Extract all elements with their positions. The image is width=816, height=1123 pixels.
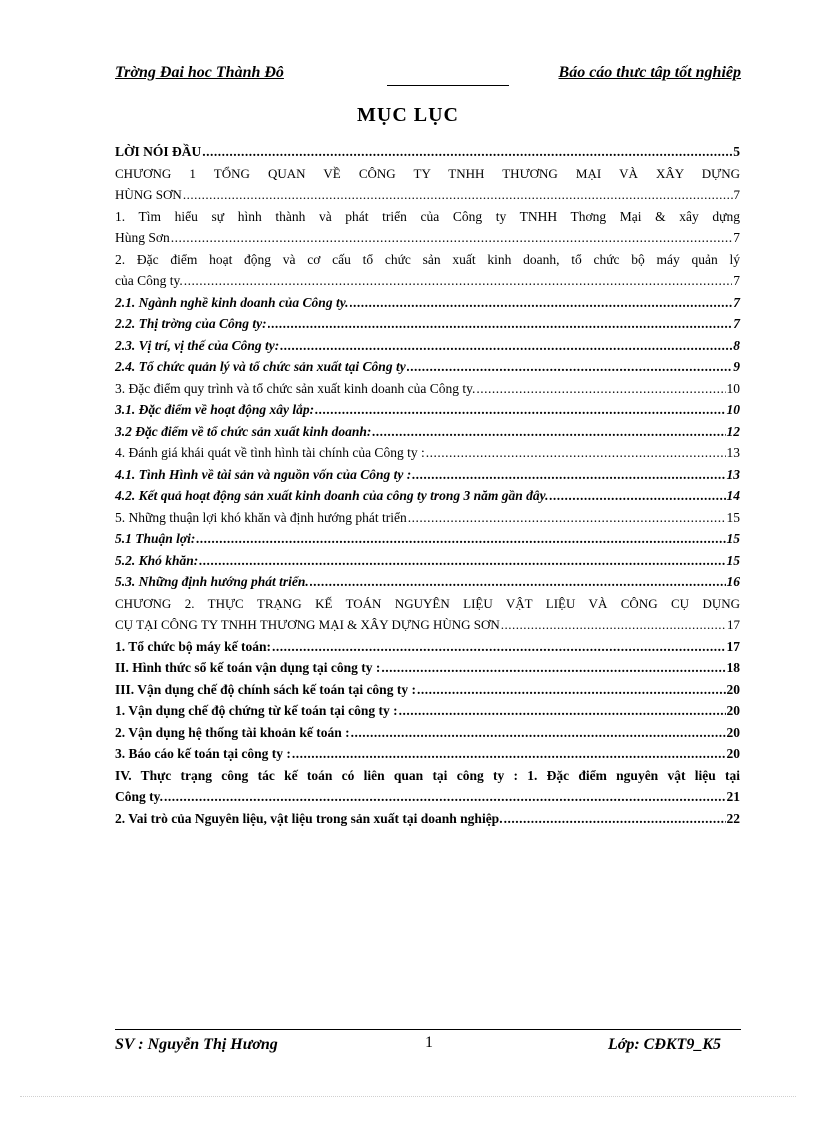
header-rule — [387, 85, 509, 86]
toc-entry[interactable] — [115, 507, 740, 529]
toc-page-number: 16 — [726, 574, 740, 589]
toc-page-number: 8 — [733, 337, 740, 353]
toc-entry-title: 3. Báo cáo kế toán tại công ty : — [115, 746, 291, 761]
toc-leader-dots — [272, 636, 726, 658]
toc-entry[interactable] — [115, 700, 740, 722]
toc-entry-title: 1. Tổ chức bộ máy kế toán: — [115, 638, 271, 654]
toc-entry-title: CỤ TẠI CÔNG TY TNHH THƯƠNG MẠI & XÂY DỰNG HÙNG SƠN — [115, 617, 500, 632]
toc-page-number: 7 — [733, 273, 740, 288]
toc-entry-title: 5.2. Khó khăn: — [115, 552, 199, 568]
toc-leader-dots — [426, 442, 726, 464]
toc-page-number: 20 — [726, 746, 740, 761]
toc-entry-title: 3.1. Đặc điểm về hoạt động xây lắp: — [115, 402, 315, 417]
toc-leader-dots — [399, 700, 726, 722]
page-number: 1 — [425, 1034, 433, 1051]
toc-entry-title-line: 2. Đặc điểm hoạt động và cơ cấu tổ chức sản xuất kinh doanh, tổ chức bộ máy quản lý — [115, 251, 740, 267]
toc-leader-dots — [381, 657, 725, 679]
toc-leader-dots — [315, 399, 725, 421]
toc-entry[interactable] — [115, 485, 740, 507]
toc-entry[interactable] — [115, 356, 740, 378]
toc-entry-title: 2.1. Ngành nghề kinh doanh của Công ty. — [115, 294, 349, 310]
toc-page-number: 7 — [733, 316, 740, 331]
toc-entry[interactable] — [115, 421, 740, 443]
toc-leader-dots — [171, 227, 732, 249]
footer-class: Lớp: CĐKT9_K5 — [607, 1036, 721, 1053]
toc-leader-dots — [476, 378, 725, 400]
header-school: Trờng Đai hoc Thành Đô — [115, 64, 284, 81]
toc-leader-dots — [292, 743, 726, 765]
toc-entry-title: 1. Vận dụng chế độ chứng từ kế toán tại công ty : — [115, 703, 398, 718]
toc-entry[interactable] — [115, 657, 740, 679]
toc-leader-dots — [407, 356, 733, 378]
page-footer — [115, 1036, 741, 1060]
toc-leader-dots — [408, 507, 726, 529]
toc-page-number: 7 — [733, 230, 740, 245]
toc-leader-dots — [164, 786, 725, 808]
toc-page-number: 10 — [726, 402, 740, 417]
toc-entry-title: 2.3. Vị trí, vị thế của Công ty: — [115, 337, 280, 353]
toc-entry-title: 2.4. Tổ chức quản lý và tổ chức sản xuất tại Công ty — [115, 359, 406, 374]
toc-leader-dots — [350, 292, 733, 314]
toc-entry-title-line: CHƯƠNG 1 TỔNG QUAN VỀ CÔNG TY TNHH THƯƠNG MẠI VÀ XÂY DỰNG — [115, 165, 740, 181]
toc-entry[interactable] — [115, 141, 740, 163]
toc-page-number: 20 — [726, 724, 740, 740]
page-title: MỤC LỤC — [357, 104, 459, 126]
toc-entry[interactable] — [115, 292, 740, 314]
toc-entry[interactable] — [115, 679, 740, 701]
toc-leader-dots — [196, 528, 725, 550]
toc-entry-title: II. Hình thức sổ kế toán vận dụng tại công ty : — [115, 660, 381, 675]
toc-page-number: 15 — [726, 509, 740, 525]
toc-entry-title: Công ty. — [115, 789, 164, 804]
toc-page-number: 7 — [733, 294, 740, 310]
toc-entry-title: 4.2. Kết quả hoạt động sản xuất kinh doanh của công ty trong 3 năm gần đây. — [115, 488, 549, 503]
toc-entry[interactable] — [115, 808, 740, 830]
toc-entry[interactable] — [115, 464, 740, 486]
toc-leader-dots — [504, 808, 726, 830]
toc-entry[interactable] — [115, 571, 740, 593]
toc-page-number: 15 — [726, 531, 740, 546]
page-bottom-edge — [20, 1096, 796, 1097]
toc-page-number: 17 — [726, 638, 740, 654]
toc-entry[interactable] — [115, 399, 740, 421]
toc-leader-dots — [184, 270, 733, 292]
toc-entry[interactable] — [115, 442, 740, 464]
toc-leader-dots — [372, 421, 725, 443]
footer-rule — [115, 1029, 741, 1030]
toc-leader-dots — [268, 313, 733, 335]
toc-entry-title: 2. Vận dụng hệ thống tài khoản kế toán : — [115, 724, 350, 740]
toc-entry-title: 3. Đặc điểm quy trình và tổ chức sản xuất kinh doanh của Công ty. — [115, 380, 476, 396]
toc-entry-title: 2. Vai trò của Nguyên liệu, vật liệu trong sản xuất tại doanh nghiệp. — [115, 810, 503, 826]
toc-entry-title: 5. Những thuận lợi khó khăn và định hướng phát triển — [115, 509, 407, 525]
toc-entry[interactable] — [115, 765, 740, 808]
footer-student: SV : Nguyễn Thị Hương — [115, 1036, 278, 1053]
toc-leader-dots — [501, 614, 726, 636]
toc-leader-dots — [202, 141, 732, 163]
toc-entry[interactable] — [115, 378, 740, 400]
toc-entry-title: 3.2 Đặc điểm về tổ chức sản xuất kinh doanh: — [115, 423, 372, 439]
toc-page-number: 15 — [726, 552, 740, 568]
toc-entry[interactable] — [115, 249, 740, 292]
toc-entry-title: Hùng Sơn — [115, 230, 170, 245]
toc-entry-title-line: CHƯƠNG 2. THỰC TRẠNG KẾ TOÁN NGUYÊN LIỆU VẬT LIỆU VÀ CÔNG CỤ DỤNG — [115, 595, 740, 611]
toc-entry-title: III. Vận dụng chế độ chính sách kế toán tại công ty : — [115, 681, 416, 697]
toc-leader-dots — [549, 485, 725, 507]
toc-entry-title: 2.2. Thị trờng của Công ty: — [115, 316, 267, 331]
toc-entry-title: HÙNG SƠN — [115, 187, 182, 202]
toc-leader-dots — [417, 679, 726, 701]
toc-page-number: 9 — [733, 359, 740, 374]
toc-entry-title-line: IV. Thực trạng công tác kế toán có liên quan tại công ty : 1. Đặc điểm nguyên vật liệu tại — [115, 767, 740, 783]
toc-leader-dots — [183, 184, 733, 206]
table-of-contents — [115, 141, 740, 829]
toc-page-number: 20 — [726, 703, 740, 718]
toc-page-number: 13 — [726, 466, 740, 482]
toc-page-number: 14 — [726, 488, 740, 503]
toc-entry-title: 4.1. Tình Hình về tài sản và nguồn vốn của Công ty : — [115, 466, 412, 482]
toc-entry[interactable] — [115, 722, 740, 744]
toc-leader-dots — [199, 550, 725, 572]
toc-page-number: 13 — [726, 445, 740, 460]
toc-entry[interactable] — [115, 636, 740, 658]
toc-entry[interactable] — [115, 528, 740, 550]
toc-leader-dots — [412, 464, 725, 486]
toc-leader-dots — [310, 571, 726, 593]
toc-entry-title: 5.1 Thuận lợi: — [115, 531, 196, 546]
toc-page-number: 5 — [733, 144, 740, 159]
toc-entry[interactable] — [115, 550, 740, 572]
toc-entry-title: 5.3. Những định hướng phát triển. — [115, 574, 309, 589]
toc-leader-dots — [280, 335, 732, 357]
toc-leader-dots — [351, 722, 726, 744]
toc-page-number: 10 — [726, 380, 740, 396]
header-report-title: Báo cáo thưc tâp tốt nghiêp — [558, 64, 741, 81]
toc-entry[interactable] — [115, 313, 740, 335]
toc-entry-title-line: 1. Tìm hiểu sự hình thành và phát triển của Công ty TNHH Thơng Mại & xây dựng — [115, 208, 740, 224]
toc-page-number: 12 — [726, 423, 740, 439]
page-header — [115, 62, 741, 86]
toc-page-number: 20 — [726, 681, 740, 697]
toc-page-number: 18 — [726, 660, 740, 675]
toc-entry-title: của Công ty. — [115, 273, 183, 288]
toc-page-number: 17 — [727, 617, 740, 632]
toc-entry-title: 4. Đánh giá khái quát về tình hình tài chính của Công ty : — [115, 445, 425, 460]
toc-page-number: 22 — [726, 810, 740, 826]
toc-entry[interactable] — [115, 206, 740, 249]
toc-page-number: 7 — [733, 187, 740, 202]
toc-entry[interactable] — [115, 335, 740, 357]
toc-entry-title: LỜI NÓI ĐẦU — [115, 144, 202, 159]
toc-entry[interactable] — [115, 743, 740, 765]
toc-page-number: 21 — [726, 789, 740, 804]
toc-entry[interactable] — [115, 593, 740, 636]
toc-entry[interactable] — [115, 163, 740, 206]
